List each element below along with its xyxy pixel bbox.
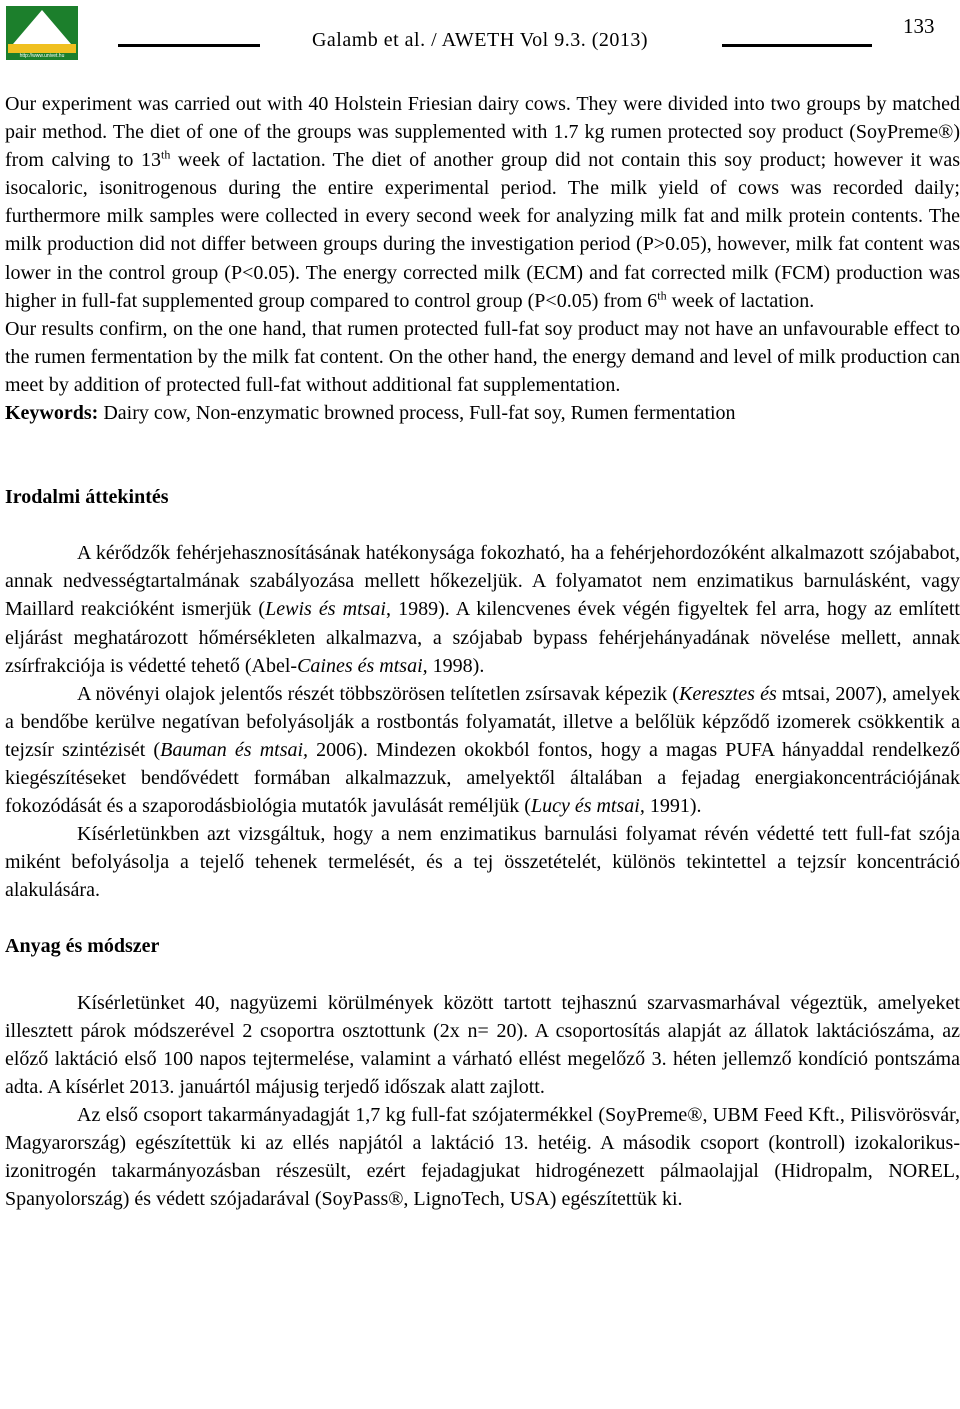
superscript: th xyxy=(657,288,667,302)
citation: Bauman és mtsai, xyxy=(160,738,309,761)
methods-paragraph-2: Az első csoport takarmányadagját 1,7 kg full-fat szójatermékkel (SoyPreme®, UBM Feed Kft., Pilisvörösvár, Magyarország) egészítettük ki az ellés napjától a laktáció 13. hetéig. A második csoport (kontroll) izokalorikus-izonitrogén takarmányozásban részesült, ezért fejadagjukat hidrogénezett pálmaolajjal (Hidropalm, NOREL, Spanyolország) és védett szójadarával (SoyPass®, LignoTech, USA) egészítettük ki. xyxy=(5,1103,960,1211)
citation: Keresztes és xyxy=(678,682,777,705)
literature-paragraph-1 xyxy=(5,539,960,679)
body-text: 1991). xyxy=(644,795,702,818)
page-header xyxy=(0,0,960,62)
keywords-line xyxy=(5,399,960,427)
literature-paragraph-3: Kísérletünkben azt vizsgáltuk, hogy a nem enzimatikus barnulási folyamat révén védetté tett full-fat szója miként befolyásolja a tejelő tehenek termelését, és a tej összetételét, különös tekintettel a tejzsír koncentráció alakulására. xyxy=(5,823,960,902)
citation: Caines és mtsai, xyxy=(297,654,428,677)
logo-url: http://www.univet.hu xyxy=(19,53,65,59)
page-content xyxy=(5,90,960,1213)
section-heading-methods: Anyag és módszer xyxy=(5,935,160,958)
body-text: A kérődzők fehérjehasznosításának hatékonysága fokozható, ha a fehérjehordozóként alkalmazott szójababot, annak nedvességtartalmának szabályozása mellett hőkezeljük. A folyamatot nem enzimatikus barnulásként, vagy Maillard reakcióként ismerjük ( xyxy=(5,542,960,621)
citation: Lewis és mtsai xyxy=(265,598,386,621)
journal-citation: Galamb et al. / AWETH Vol 9.3. (2013) xyxy=(311,29,649,51)
body-text: 1998). xyxy=(427,654,485,677)
keywords-label: Keywords: xyxy=(5,402,99,425)
summary-text: week of lactation. The diet of another group did not contain this soy product; however it was isocaloric, isonitrogenous during the entire experimental period. The milk yield of cows was recorded daily; furthermore milk samples were collected in every second week for analyzing milk fat and milk protein contents. The milk production did not differ between groups during the investigation period (P>0.05), however, milk fat content was lower in the control group (P<0.05). The energy corrected milk (ECM) and fat corrected milk (FCM) production was higher in full-fat supplemented group compared to control group (P<0.05) from 6 xyxy=(5,149,960,312)
summary-text: week of lactation. xyxy=(666,289,815,312)
summary-paragraph-1 xyxy=(5,90,960,315)
body-text: A növényi olajok jelentős részét többszörösen telítetlen zsírsavak képezik ( xyxy=(77,682,679,705)
body-text: , 1989). A kilencvenes évek végén figyeltek fel arra, hogy az említett eljárást meghatározott hőmérsékleten alkalmazva, a szójabab bypass fehérjehányadának növelése mellett, annak zsírfrakciója is védetté tehető (Abel- xyxy=(5,598,960,677)
citation: Lucy és mtsai, xyxy=(530,795,645,818)
methods-paragraph-1: Kísérletünket 40, nagyüzemi körülmények között tartott tejhasznú szarvasmarhával végeztük, amelyeket illesztett párok módszerével 2 csoportra osztottunk (2x n= 20). A csoportosítás alapját az állatok laktációszáma, az előző laktáció első 100 napos tejtermelése, valamint a várható ellést megelőző 3. héten jellemző kondíció pontszáma adta. A kísérlet 2013. januártól májusig terjedő időszak alatt zajlott. xyxy=(5,991,960,1098)
page-number: 133 xyxy=(903,14,935,38)
summary-paragraph-2: Our results confirm, on the one hand, that rumen protected full-fat soy product may not have an unfavourable effect to the rumen fermentation by the milk fat content. On the other hand, the energy demand and level of milk production can meet by addition of protected full-fat without additional fat supplementation. xyxy=(5,317,960,396)
superscript: th xyxy=(160,147,171,162)
body-text: 2006). Mindezen okokból fontos, hogy a magas PUFA hányaddal rendelkező kiegészítéseket bendővédett formában alkalmazzuk, amelyektől általában a fejadag energiakoncentrációjának fokozódását és a szaporodásbiológia mutatók javulását reméljük ( xyxy=(5,738,960,818)
header-rule-right xyxy=(722,44,872,47)
section-heading-literature: Irodalmi áttekintés xyxy=(5,486,169,509)
keywords-text: Dairy cow, Non-enzymatic browned process, Full-fat soy, Rumen fermentation xyxy=(98,402,736,425)
body-text: mtsai, 2007), amelyek a bendőbe kerülve negatívan befolyásolják a rostbontás folyamatát, illetve a belőlük képződő izomerek csökkentik a tejzsír szintézisét ( xyxy=(5,682,960,761)
literature-paragraph-2 xyxy=(5,680,960,820)
summary-text: Our experiment was carried out with 40 Holstein Friesian dairy cows. They were divided into two groups by matched pair method. The diet of one of the groups was supplemented with 1.7 kg rumen protected soy product (SoyPreme®) from calving to 13 xyxy=(5,93,960,172)
